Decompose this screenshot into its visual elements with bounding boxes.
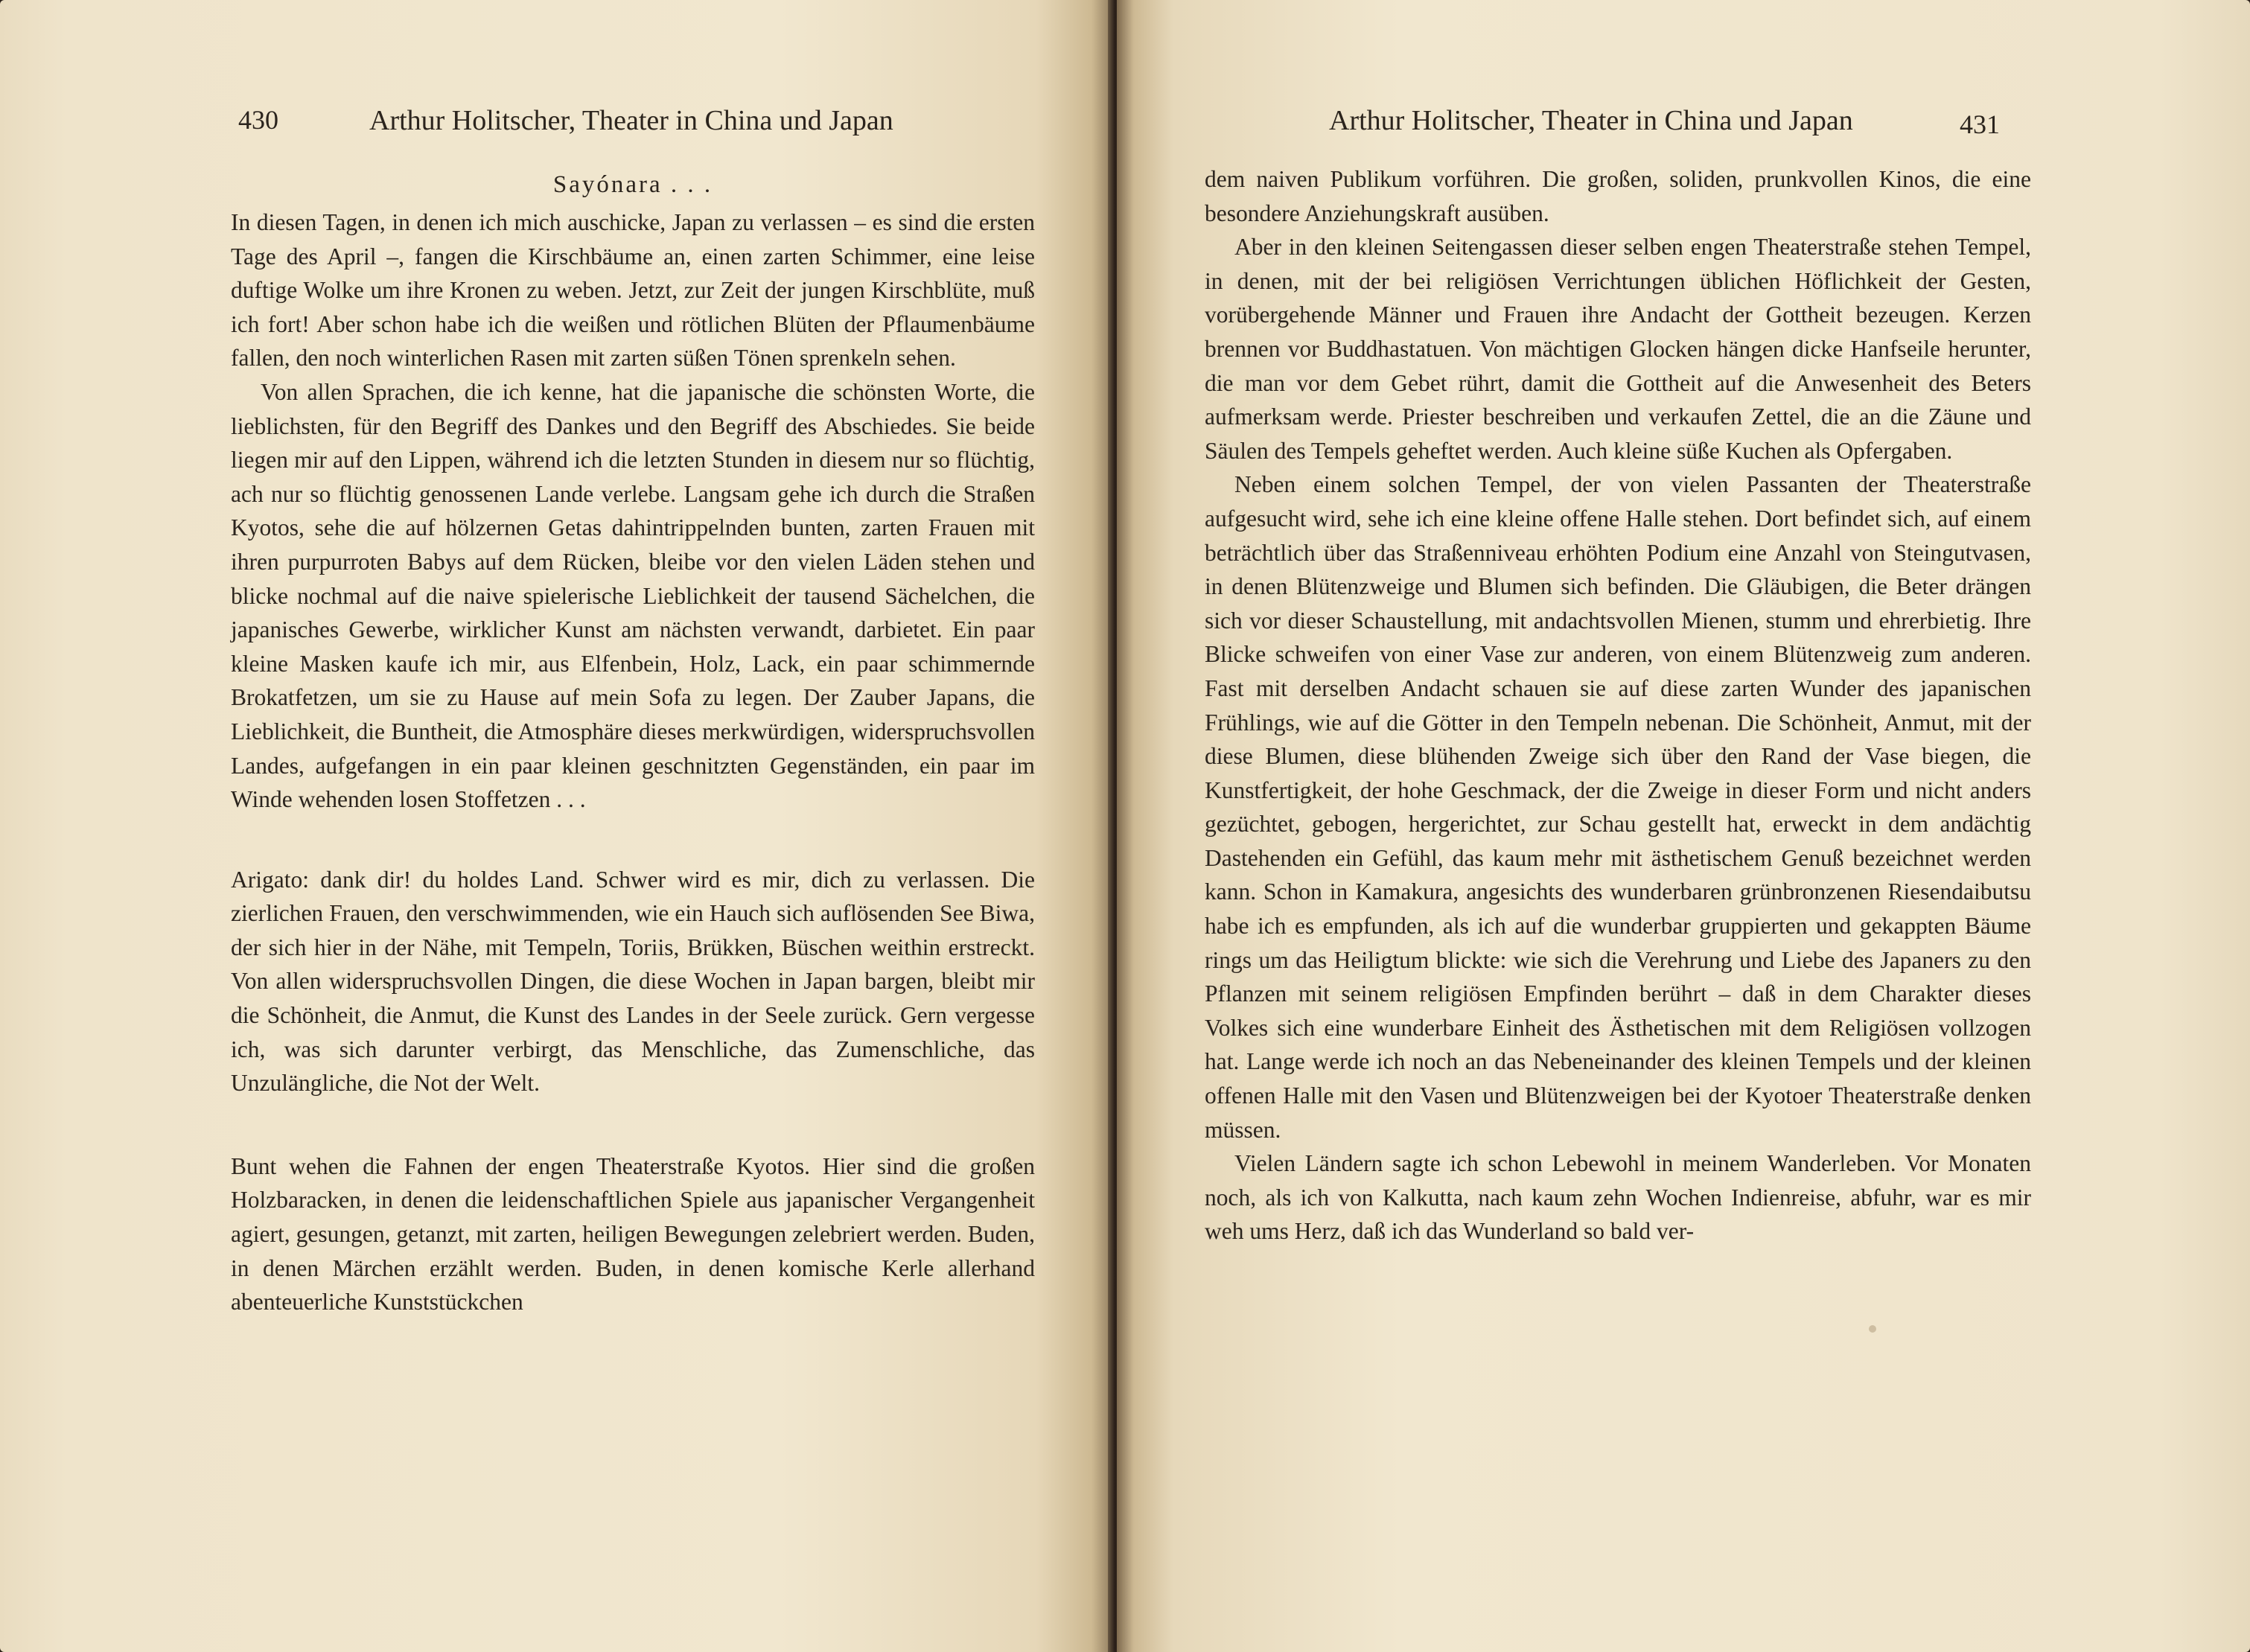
right-page bbox=[1117, 0, 2250, 1652]
paragraph: In diesen Tagen, in denen ich mich auschicke, Japan zu verlassen – es sind die ersten Tage des April –, fangen die Kirschbäume an, einen zarten Schimmer, eine leise duftige Wolke um ihre Kronen zu weben. Jetzt, zur Zeit der jungen Kirschblüte, muß ich fort! Aber schon habe ich die weißen und rötlichen Blüten der Pflaumenbäume fallen, den noch winterlichen Rasen mit zarten süßen Tönen sprenkeln sehen. bbox=[231, 209, 1035, 371]
paragraph: Arigato: dank dir! du holdes Land. Schwer wird es mir, dich zu verlassen. Die zierlichen Frauen, den verschwimmenden, wie ein Hauch sich auflösenden See Biwa, der sich hier in der Nähe, mit Tempeln, Toriis, Brükken, Büschen weithin erstreckt. Von allen widerspruchsvollen Dingen, die diese Wochen in Japan bargen, bleibt mir die Schönheit, die Anmut, die Kunst des Landes in der Seele zurück. Gern vergesse ich, was sich darunter verbirgt, das Menschliche, das Zumenschliche, das Unzulängliche, die Not der Welt. bbox=[231, 866, 1035, 1097]
section-break bbox=[231, 1100, 1035, 1149]
left-page bbox=[0, 0, 1114, 1652]
paragraph: Bunt wehen die Fahnen der engen Theaterstraße Kyotos. Hier sind die großen Holzbaracken, in denen die leidenschaftlichen Spiele aus japanischer Vergangenheit agiert, gesungen, getanzt, mit zarten, heiligen Bewegungen zelebriert werden. Buden, in denen Märchen erzählt werden. Buden, in denen komische Kerle allerhand abenteuerliche Kunststückchen bbox=[231, 1152, 1035, 1315]
section-break bbox=[231, 817, 1035, 863]
paragraph: Neben einem solchen Tempel, der von vielen Passanten der Theaterstraße aufgesucht wird, sehe ich eine kleine offene Halle stehen. Dort befindet sich, auf einem beträchtlich über das Straßenniveau erhöhten Podium eine Anzahl von Steingutvasen, in denen Blütenzweige und Blumen sich befinden. Die Gläubigen, die Beter drängen sich vor dieser Schaustellung, mit andachtsvollen Mienen, stumm und ehrerbietig. Ihre Blicke schweifen von einer Vase zur anderen, von einem Blütenzweig zum anderen. Fast mit derselben Andacht schauen sie auf diese zarten Wunder des japanischen Frühlings, wie auf die Götter in den Tempeln nebenan. Die Schönheit, Anmut, mit der diese Blumen, diese blühenden Zweige sich über den Rand der Vase biegen, die Kunstfertigkeit, der hohe Geschmack, der die Zweige in dieser Form und nicht anders gezüchtet, gebogen, hergerichtet, zur Schau gestellt hat, erweckt in dem andächtig Dastehenden ein Gefühl, das kaum mehr mit ästhetischem Genuß bezeichnet werden kann. Schon in Kamakura, angesichts des wunderbaren grünbronzenen Riesendaibutsu habe ich es empfunden, als ich auf die wunderbar gruppierten und gekappten Bäume rings um das Heiligtum blickte: wie sich die Verehrung und Liebe des Japaners zu den Pflanzen mit seinem religiösen Empfinden berührt – daß in dem Charakter dieses Volkes sich eine wunderbare Einheit des Ästhetischen mit dem Religiösen vollzogen hat. Lange werde ich noch an das Nebeneinander des kleinen Tempels und der kleinen offenen Halle mit den Vasen und Blütenzweigen bei der Kyotoer Theaterstraße denken müssen. bbox=[1205, 471, 2031, 1143]
paragraph: Aber in den kleinen Seitengassen dieser selben engen Theaterstraße stehen Tempel, in denen, mit der bei religiösen Verrichtungen üblichen Höflichkeit der Gesten, vorübergehende Männer und Frauen ihre Andacht der Gottheit bezeugen. Kerzen brennen vor Buddhastatuen. Von mächtigen Glocken hängen dicke Hanfseile herunter, die man vor dem Gebet rührt, damit die Gottheit auf die Anwesenheit des Beters aufmerksam werde. Priester beschreiben und verkaufen Zettel, die an die Zäune und Säulen des Tempels geheftet werden. Auch kleine süße Kuchen als Opfergaben. bbox=[1205, 234, 2031, 464]
running-head: Arthur Holitscher, Theater in China und Japan bbox=[1329, 105, 1853, 136]
page-number: 430 bbox=[238, 105, 278, 135]
paragraph: Vielen Ländern sagte ich schon Lebewohl in meinem Wanderleben. Vor Monaten noch, als ich von Kalkutta, nach kaum zehn Wochen Indienreise, abfuhr, war es mir weh ums Herz, daß ich das Wunderland so bald ver- bbox=[1205, 1150, 2031, 1245]
section-title: Sayónara . . . bbox=[552, 171, 713, 198]
right-text-block bbox=[1205, 162, 2031, 1248]
paragraph: Von allen Sprachen, die ich kenne, hat die japanische die schönsten Worte, die lieblichsten, für den Begriff des Dankes und den Begriff des Abschiedes. Sie beide liegen mir auf den Lippen, während ich die letzten Stunden in diesem nur so flüchtig, ach nur so flüchtig genossenen Lande verlebe. Langsam gehe ich durch die Straßen Kyotos, sehe die auf hölzernen Getas dahintrippelnden bunten, zarten Frauen mit ihren purpurroten Babys auf dem Rücken, bleibe vor den vielen Läden stehen und blicke nochmal auf die naive spielerische Lieblichkeit der tausend Sächelchen, die japanisches Gewerbe, wirklicher Kunst am nächsten verwandt, darbietet. Ein paar kleine Masken kaufe ich mir, aus Elfenbein, Holz, Lack, ein paar schimmernde Brokatfetzen, um sie zu Hause auf mein Sofa zu legen. Der Zauber Japans, die Lieblichkeit, die Buntheit, die Atmosphäre dieses merkwürdigen, widerspruchsvollen Landes, aufgefangen in ein paar kleinen geschnitzten Gegenständen, ein paar im Winde wehenden losen Stoffetzen . . . bbox=[231, 378, 1035, 813]
running-head: Arthur Holitscher, Theater in China und Japan bbox=[369, 105, 893, 136]
paragraph: dem naiven Publikum vorführen. Die großen, soliden, prunkvollen Kinos, die eine besondere Anziehungskraft ausüben. bbox=[1205, 166, 2031, 226]
paper-speck bbox=[1869, 1325, 1876, 1333]
page-number: 431 bbox=[1960, 109, 2000, 139]
left-text-block bbox=[231, 168, 1035, 1319]
